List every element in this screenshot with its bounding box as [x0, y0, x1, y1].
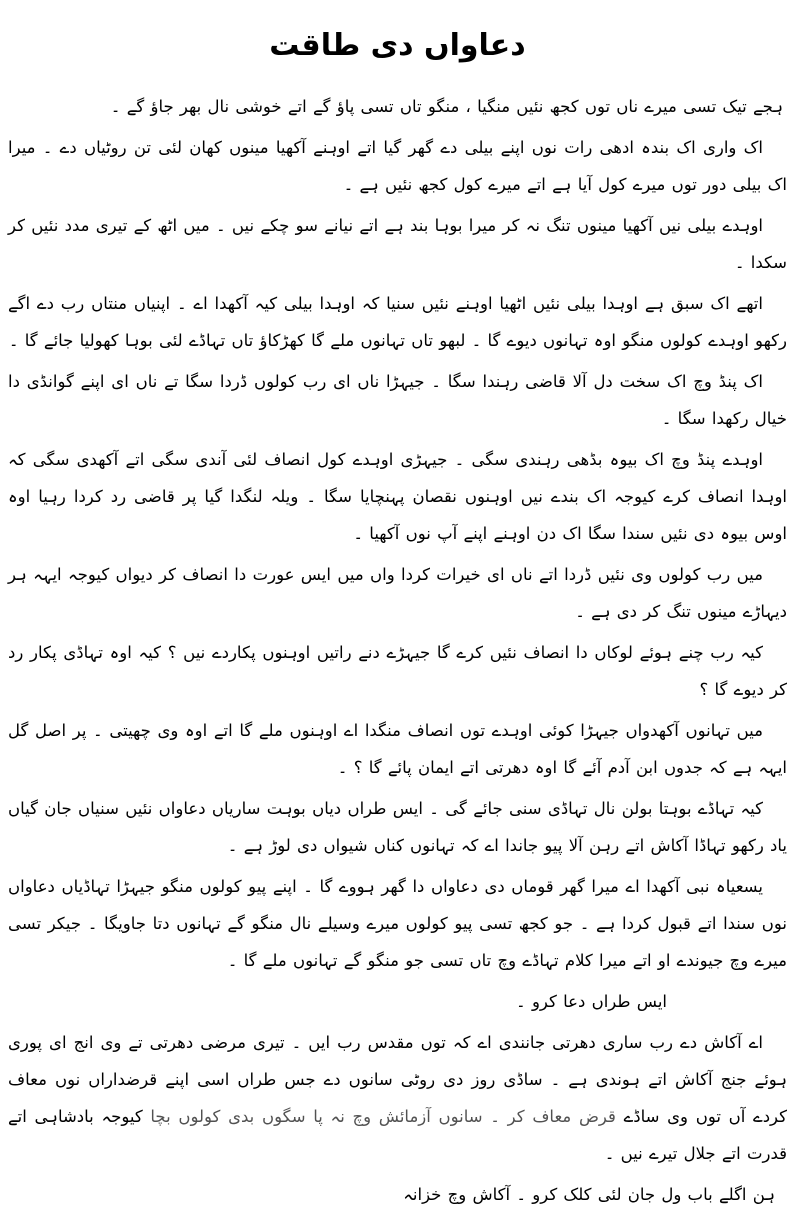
paragraph-isaiah-house-of-prayer: یسعیاہ نبی آکھدا اے میرا گھر قوماں دی دعاواں دا گھر ہووے گا ۔ اپنے پیو کولوں منگو جیہڑا تہاڈیاں دعاواں نوں سندا اتے قبول کردا ہے ۔ جو کجھ تسی پیو کولوں میرے وسیلے نال منگو گے تہانوں دتا جاویگا ۔ جیکر تسی میرے وچ جیوندے او اتے میرا کلام تہاڈے وچ تاں تسی جو منگو گے تہانوں ملے گا ۔: [8, 877, 787, 970]
paragraph-lords-prayer: [8, 1024, 787, 1172]
lords-prayer-text: اے آکاش دے رب ساری دھرتی جانندی اے کہ توں مقدس رب ایں ۔ تیری مرضی دھرتی تے وی انج ای پوری ہوئے جنج آکاش اتے ہوندی ہے ۔ ساڈی روز دی روٹی سانوں دے جس طراں اسی اپنے قرضداراں نوں معاف کردے آں توں وی ساڈے: [8, 1033, 788, 1126]
paragraph-many-words-warning: کیہ تہاڈے بوہتا بولن نال تہاڈی سنی جائے گی ۔ ایس طراں دیاں بوہت ساریاں دعاواں نئیں سنیاں جان گیاں یاد رکھو تہاڈا آکاش اتے رہن آلا پیو جاندا اے کہ تہانوں کناں شیواں دی لوڑ ہے ۔: [8, 799, 787, 855]
lords-prayer-degraded-text: قرض معاف کر ۔ سانوں آزمائش وچ نہ پا سگوں بدی کولوں بچا: [150, 1107, 624, 1126]
document-body: [8, 20, 787, 1213]
paragraph-pray-like-this: ایس طراں دعا کرو ۔: [516, 992, 667, 1011]
paragraph-judge-monologue: میں رب کولوں وی نئیں ڈردا اتے ناں ای خیرات کردا واں میں ایس عورت دا انصاف کر دیواں کیوجہ ایہہ ہر دیہاڑے مینوں تنگ کر دی ہے ۔: [8, 565, 787, 621]
paragraph-friend-reply: اوہدے بیلی نیں آکھیا مینوں تنگ نہ کر میرا بوہا بند ہے اتے نیانے سو چکے نیں ۔ میں اٹھ کے تیری مدد نئیں کر سکدا ۔: [8, 216, 787, 272]
paragraph-unjust-judge-intro: اک پنڈ وچ اک سخت دل آلا قاضی رہندا سگا ۔ جیہڑا ناں ای رب کولوں ڈردا سگا تے ناں ای اپنے گوانڈی دا خیال رکھدا سگا ۔: [8, 372, 787, 428]
document-title: دعاواں دی طاقت: [269, 28, 526, 63]
paragraph-justice-promise: میں تہانوں آکھدواں جیہڑا کوئی اوہدے توں انصاف منگدا اے اوہنوں ملے گا اتے اوہ وی چھیتی ۔ پر اصل گل ایہہ ہے کہ جدوں ابن آدم آئے گا اوہ دھرتی اتے ایمان پائے گا ؟ ۔: [8, 721, 787, 777]
next-chapter-link[interactable]: ہن اگلے باب ول جان لئی کلک کرو ۔ آکاش وچ خزانہ: [403, 1185, 775, 1204]
paragraph-lesson-ask-seek-knock: اتھے اک سبق ہے اوہدا بیلی نئیں اٹھیا اوہنے نئیں سنیا کہ اوہدا بیلی کیہ آکھدا اے ۔ اپنیاں منتاں رب دے اگے رکھو اوہدے کولوں منگو اوہ تہانوں دیوے گا ۔ لبھو تاں تہانوں ملے گا کھڑکاؤ تاں تہاڈے لئی بوہا کھولیا جائے گا ۔: [8, 294, 787, 350]
lords-prayer-doxology-text: کیوجہ بادشاہی اتے قدرت اتے جلال تیرے نیں ۔: [8, 1107, 787, 1163]
paragraph-ask-and-receive: ہجے تیک تسی میرے ناں توں کجھ نئیں منگیا ، منگو تاں تسی پاؤ گے اتے خوشی نال بھر جاؤ گے ۔: [110, 97, 783, 116]
paragraph-friend-at-midnight: اک واری اک بندہ ادھی رات نوں اپنے بیلی دے گھر گیا اتے اوہنے آکھیا مینوں کھان لئی تن روٹیاں دے ۔ میرا اک بیلی دور توں میرے کول آیا ہے اتے میرے کول کجھ نئیں ہے ۔: [8, 138, 787, 194]
paragraph-widow-plea: اوہدے پنڈ وچ اک بیوہ بڈھی رہندی سگی ۔ جیہڑی اوہدے کول انصاف لئی آندی سگی اتے آکھدی سگی کہ اوہدا انصاف کرے کیوجہ اک بندے نیں اوہنوں نقصان پہنچایا سگا ۔ ویلہ لنگدا گیا پر قاضی رد کردا رہیا اوہ اوس بیوہ دی نئیں سندا سگا اک دن اوہنے اپنے آپ نوں آکھیا ۔: [8, 450, 787, 543]
paragraph-will-god-not-answer: کیہ رب چنے ہوئے لوکاں دا انصاف نئیں کرے گا جیہڑے دنے راتیں اوہنوں پکاردے نیں ؟ کیہ اوہ تہاڈی پکار رد کر دیوے گا ؟: [8, 643, 787, 699]
